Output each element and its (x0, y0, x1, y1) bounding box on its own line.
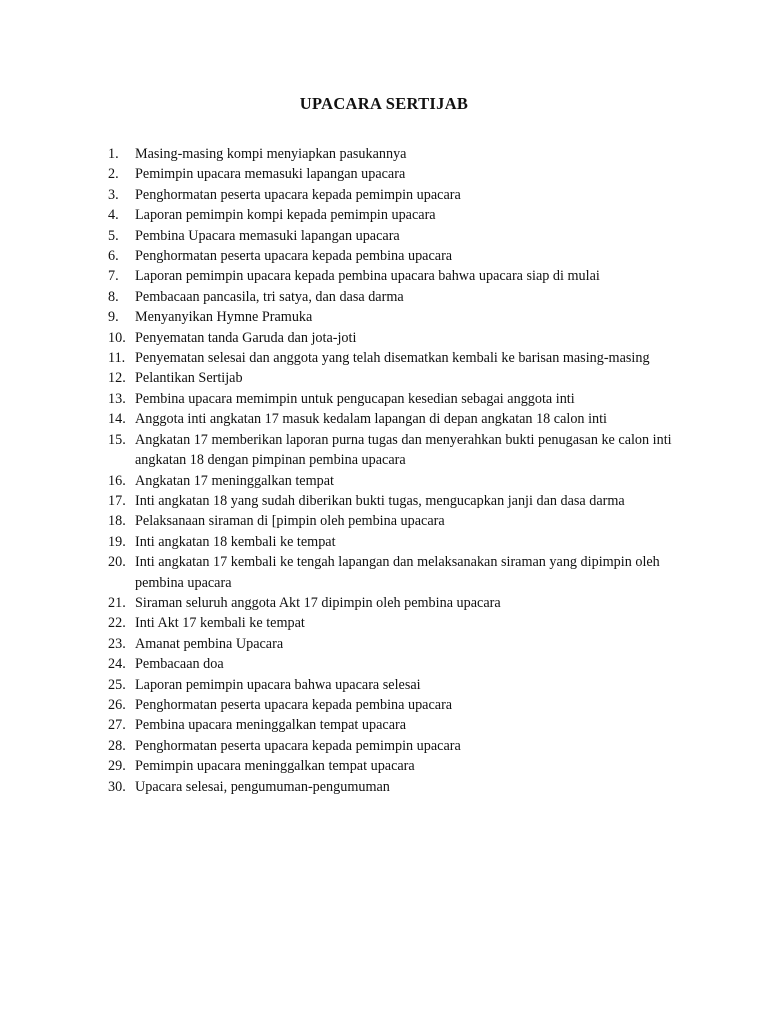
list-item-text: Amanat pembina Upacara (135, 635, 284, 652)
list-item-text: Menyanyikan Hymne Pramuka (135, 309, 313, 326)
list-item (108, 634, 688, 654)
list-item (108, 511, 688, 531)
list-item-number: 6. (108, 248, 119, 265)
list-item (108, 715, 688, 735)
list-item (108, 226, 688, 246)
list-item (108, 164, 688, 184)
list-item (108, 654, 688, 674)
ceremony-steps-list (108, 144, 688, 797)
list-item (108, 328, 688, 348)
list-item-number: 9. (108, 309, 119, 326)
list-item (108, 287, 688, 307)
list-item (108, 552, 688, 593)
list-item (108, 430, 688, 471)
list-item-text: Inti Akt 17 kembali ke tempat (135, 615, 305, 632)
list-item-number: 3. (108, 186, 119, 203)
list-item-number: 25. (108, 676, 126, 693)
list-item (108, 205, 688, 225)
list-item (108, 736, 688, 756)
list-item-text: Penghormatan peserta upacara kepada pembina upacara (135, 248, 453, 265)
list-item-text: Penyematan tanda Garuda dan jota-joti (135, 329, 357, 346)
list-item-text: Pembacaan pancasila, tri satya, dan dasa darma (135, 288, 404, 305)
list-item-text: Pemimpin upacara memasuki lapangan upacara (135, 166, 406, 183)
list-item-number: 17. (108, 492, 126, 509)
list-item-number: 20. (108, 554, 126, 571)
list-item-number: 23. (108, 635, 126, 652)
list-item-number: 14. (108, 411, 126, 428)
list-item (108, 593, 688, 613)
list-item (108, 185, 688, 205)
list-item-number: 30. (108, 778, 126, 795)
list-item-text: Inti angkatan 18 kembali ke tempat (135, 533, 336, 550)
list-item-number: 26. (108, 696, 126, 713)
list-item-text: Masing-masing kompi menyiapkan pasukannya (135, 146, 407, 162)
list-item-number: 1. (108, 146, 119, 162)
list-item (108, 491, 688, 511)
list-item-number: 11. (108, 350, 126, 367)
list-item (108, 266, 688, 286)
list-item-text: Pembina upacara meninggalkan tempat upacara (135, 717, 407, 734)
list-item (108, 756, 688, 776)
list-item (108, 307, 688, 327)
list-item (108, 613, 688, 633)
list-item (108, 675, 688, 695)
list-item-text: Penyematan selesai dan anggota yang telah disematkan kembali ke barisan masing-masing (135, 350, 650, 367)
list-item-number: 10. (108, 329, 126, 346)
list-item-text: Anggota inti angkatan 17 masuk kedalam lapangan di depan angkatan 18 calon inti (135, 411, 607, 428)
list-item-text: Pembina Upacara memasuki lapangan upacara (135, 227, 400, 244)
list-item-text: Laporan pemimpin kompi kepada pemimpin upacara (135, 207, 436, 224)
list-item-number: 13. (108, 390, 126, 407)
document-title: UPACARA SERTIJAB (299, 94, 469, 113)
list-item-number: 5. (108, 227, 119, 244)
list-item-number: 16. (108, 472, 126, 489)
list-item-number: 7. (108, 268, 119, 285)
list-item-text: Penghormatan peserta upacara kepada pemimpin upacara (135, 737, 461, 754)
list-item (108, 471, 688, 491)
list-item-number: 27. (108, 717, 126, 734)
list-item-number: 21. (108, 594, 126, 611)
list-item-text: Pembina upacara memimpin untuk pengucapan kesedian sebagai anggota inti (135, 390, 575, 407)
list-item (108, 348, 688, 368)
list-item-text: Pelaksanaan siraman di [pimpin oleh pembina upacara (135, 513, 445, 530)
list-item-number: 29. (108, 758, 126, 775)
list-item-number: 19. (108, 533, 126, 550)
list-item-number: 22. (108, 615, 126, 632)
list-item-text: Angkatan 17 meninggalkan tempat (135, 472, 334, 489)
list-item-text: Laporan pemimpin upacara kepada pembina upacara bahwa upacara siap di mulai (135, 268, 600, 285)
list-item (108, 777, 688, 797)
list-item-number: 2. (108, 166, 119, 183)
list-item-text: Siraman seluruh anggota Akt 17 dipimpin oleh pembina upacara (135, 594, 501, 611)
list-item-number: 18. (108, 513, 126, 530)
list-item-text: Pelantikan Sertijab (135, 370, 243, 387)
list-item-number: 24. (108, 656, 126, 673)
list-item-number: 28. (108, 737, 126, 754)
list-item (108, 368, 688, 388)
list-item-text: Pembacaan doa (135, 656, 224, 673)
list-item-text: Upacara selesai, pengumuman-pengumuman (135, 778, 390, 795)
list-item-text: Penghormatan peserta upacara kepada pembina upacara (135, 696, 453, 713)
list-item (108, 246, 688, 266)
list-item-text: Inti angkatan 18 yang sudah diberikan bukti tugas, mengucapkan janji dan dasa darma (135, 492, 625, 509)
list-item (108, 144, 688, 164)
list-item (108, 532, 688, 552)
list-item-number: 15. (108, 431, 126, 448)
list-item-text: Laporan pemimpin upacara bahwa upacara selesai (135, 676, 421, 693)
list-item-text: Pemimpin upacara meninggalkan tempat upacara (135, 758, 415, 775)
list-item-number: 8. (108, 288, 119, 305)
list-item (108, 409, 688, 429)
list-item (108, 695, 688, 715)
list-item-text: Angkatan 17 memberikan laporan purna tugas dan menyerahkan bukti penugasan ke calon inti angkatan 18 dengan pimpinan pembina upacara (135, 431, 672, 469)
list-item-number: 4. (108, 207, 119, 224)
list-item-number: 12. (108, 370, 126, 387)
list-item-text: Inti angkatan 17 kembali ke tengah lapangan dan melaksanakan siraman yang dipimpin oleh pembina upacara (135, 554, 660, 591)
list-item-text: Penghormatan peserta upacara kepada pemimpin upacara (135, 186, 461, 203)
list-item (108, 389, 688, 409)
